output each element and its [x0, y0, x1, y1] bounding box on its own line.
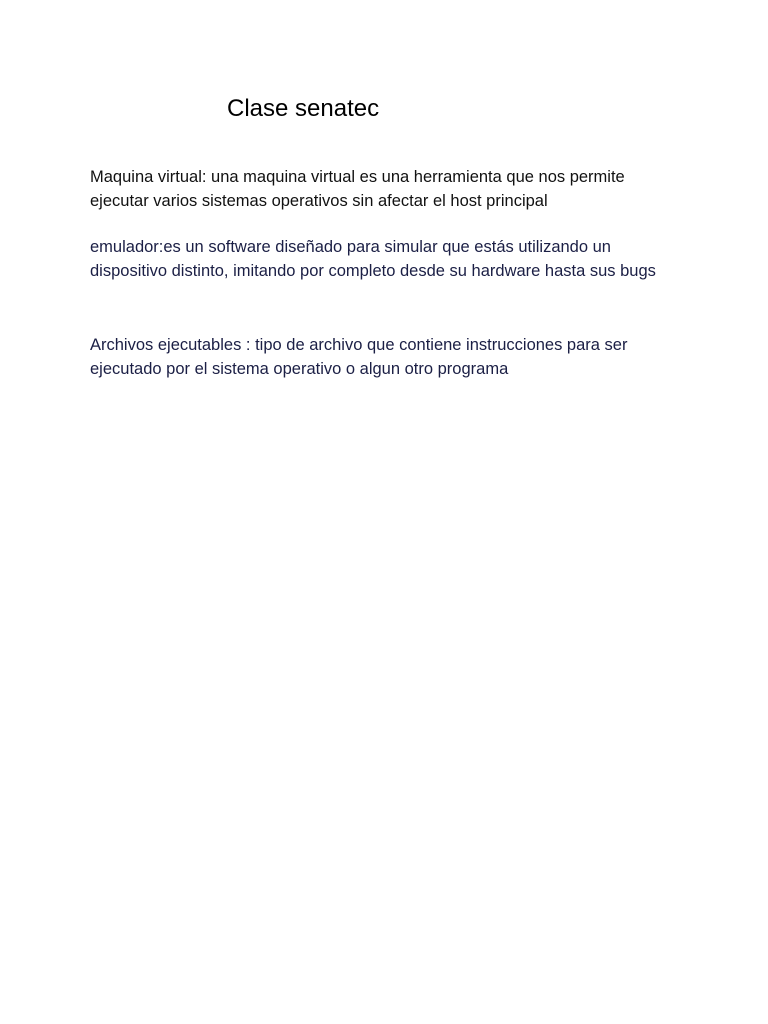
paragraph-maquina-virtual: Maquina virtual: una maquina virtual es una herramienta que nos permite ejecutar varios sistemas operativos sin afectar el host principal	[90, 168, 625, 210]
document-title: Clase senatec	[227, 95, 380, 122]
paragraph-emulador: emulador:es un software diseñado para simular que estás utilizando un dispositivo distinto, imitando por completo desde su hardware hasta sus bugs	[90, 238, 656, 280]
paragraph-archivos-ejecutables: Archivos ejecutables : tipo de archivo que contiene instrucciones para ser ejecutado por el sistema operativo o algun otro programa	[90, 336, 628, 378]
